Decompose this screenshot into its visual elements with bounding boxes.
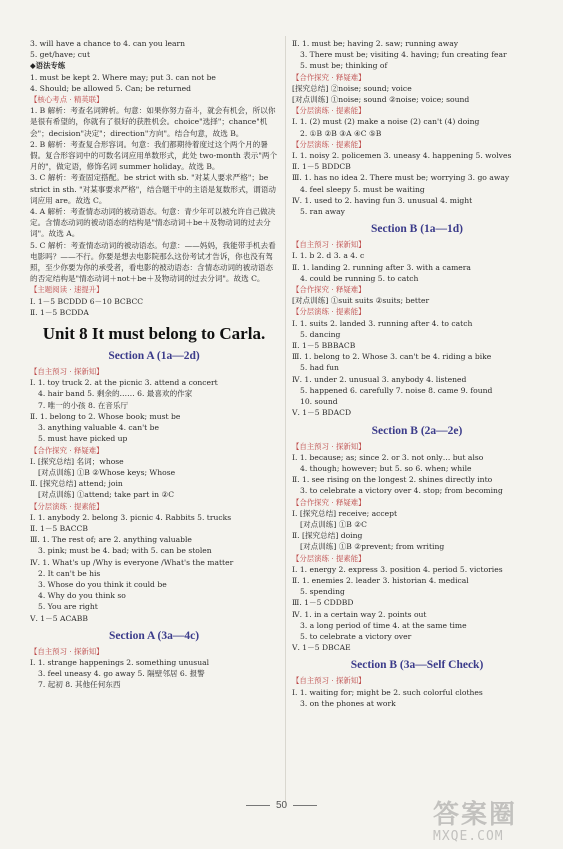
section-b-3a-self-check-answers [292,675,542,709]
answer-line: Ⅴ. 1－5 BDACD [292,408,352,418]
answer-line: 2. It can't be his [38,568,101,578]
answer-line: [探究总结] ②noise; sound; voice [292,83,412,93]
answer-line: Ⅱ. 1－5 BCDDA [30,307,89,317]
answer-line: 3. will have a chance to 4. can you learn [30,39,186,48]
answer-line: Ⅳ. 1. used to 2. having fun 3. unusual 4. might [292,195,473,205]
answer-line: Ⅰ. 1. noisy 2. policemen 3. uneasy 4. happening 5. wolves [292,151,512,161]
section-title-a-1a-2d: Section A (1a—2d) [108,350,200,363]
page-number: 50 [275,800,288,811]
watermark-logo [433,801,553,843]
unit-title: Unit 8 It must belong to Carla. [42,324,266,344]
explanation-paragraph: 5. C 解析：考查情态动词的被动语态。句意：——妈妈，我能带手机去看电影吗？——不行。你要是想去电影院那么这份考试才告诉，你也没有驾照，至少你要为你的承受者，看电影的被动语态：含情态动词的被动语态的否定结构是"情态动词＋not＋be＋及物动词的过去分词"。故选 C。 [30,240,276,284]
section-a-1a-2d-answers [30,366,278,624]
answer-line: 5. happened 6. carefully 7. noise 8. came 9. found [300,385,493,395]
footer-rule-right [293,805,317,806]
answer-line: Ⅳ. 1. under 2. unusual 3. anybody 4. listened [292,374,467,384]
answer-line: Ⅱ. 1－5 BBBACB [292,341,356,351]
section-subheader: 【自主预习 · 探新知】 [30,646,104,656]
explanation-paragraph: 4. A 解析：考查情态动词的被动语态。句意：青少年可以被允许自己做决定。含情态动词的被动语态的结构是"情态动词＋be＋及物动词的过去分词"。故选 A。 [30,207,276,239]
answer-line: 5. You are right [38,602,98,612]
column-divider [285,36,286,806]
section-subheader: 【分层演练 · 提素能】 [292,106,366,116]
left-column [30,38,278,691]
explanation-paragraph: 2. B 解析：考查复合形容词。句意：我们都期待着度过这个两个月的暑假。复合形容词中的可数名词应用单数形式，此处 two-month 表示"两个月的"，做定语，修饰名词 summer holiday。故选 B。 [30,139,278,172]
answer-line: Ⅰ. [探究总结] 名词；whose [30,456,124,466]
answer-line: 5. must have picked up [38,434,128,444]
answer-line: 3. pink; must be 4. bad; with 5. can be stolen [38,546,212,556]
answer-line: 4. could be running 5. to catch [300,273,419,283]
section-title-b-3a-self-check: Section B (3a—Self Check) [350,659,484,672]
answer-line: Ⅰ. 1. b 2. d 3. a 4. c [292,251,365,261]
answer-line: Ⅰ. 1. waiting for; might be 2. such colorful clothes [292,687,483,697]
section-subheader: 【主题阅读 · 速提升】 [30,285,104,295]
answer-line: Ⅱ. 1. enemies 2. leader 3. historian 4. medical [292,575,469,585]
answer-line: [对点训练] ①suit suits ②suits; better [292,296,430,306]
section-b-2a-2e-answers [292,441,542,654]
answer-line: Ⅱ. 1－5 BACCB [30,523,88,533]
answer-line: 4. feel sleepy 5. must be waiting [300,184,425,194]
answer-line: 3. feel uneasy 4. go away 5. 隔壁邻居 6. 报警 [38,669,205,679]
explanation-paragraph: 3. C 解析：考查固定搭配。be strict with sb. "对某人要求严格"；be strict in sth. "对某事要求严格"，结合题干中的主语是复数形式，谓语动词应用 are。故选 C。 [30,173,276,205]
answer-line: 4. though; however; but 5. so 6. when; while [300,463,472,473]
answer-line: 4. hair band 5. 剩余的…… 6. 最喜欢的作家 [38,389,193,399]
answer-line: [对点训练] ①attend; take part in ②C [38,490,175,500]
section-subheader: 【分层演练 · 提素能】 [30,501,104,511]
answer-line: 7. 唯一的小孩 8. 在音乐厅 [38,400,129,410]
answer-line: Ⅰ. 1. (2) must (2) make a noise (2) can't (4) doing [292,117,480,127]
answer-line: 5. ran away [300,207,345,217]
answer-line: Ⅰ. 1. suits 2. landed 3. running after 4. to catch [292,318,473,328]
left-top-block [30,38,278,318]
answer-line: Ⅳ. 1. What's up /Why is everyone /What's the matter [30,557,234,567]
answer-line: [对点训练] ①noise; sound ②noise; voice; sound [292,95,470,105]
answer-line: Ⅱ. [探究总结] doing [292,531,363,541]
answer-line: 3. There must be; visiting 4. having; fun creating fear [300,50,507,60]
answer-line: 4. Should; be allowed 5. Can; be returned [30,83,192,93]
answer-line: Ⅰ. 1. toy truck 2. at the picnic 3. attend a concert [30,378,218,388]
answer-line: 3. anything valuable 4. can't be [38,423,160,433]
answer-line: 5. spending [300,587,345,597]
answer-line: Ⅳ. 1. in a certain way 2. points out [292,609,427,619]
answer-line: Ⅲ. 1－5 CDDBD [292,598,354,608]
section-subheader: ◆语法专练 [30,61,66,71]
answer-line: Ⅰ. [探究总结] receive; accept [292,508,398,518]
answer-line: 1. must be kept 2. Where may; put 3. can not be [30,72,216,82]
section-b-1a-1d-answers [292,239,542,418]
section-subheader: 【自主预习 · 探新知】 [30,367,104,377]
answer-line: 5. get/have; cut [30,50,90,60]
section-subheader: 【合作探究 · 释疑难】 [30,445,104,455]
footer-rule-left [246,805,270,806]
answer-line: Ⅱ. 1－5 BDDCB [292,162,351,172]
answer-line: 4. Why do you think so [38,591,126,601]
section-title-b-2a-2e: Section B (2a—2e) [371,424,463,437]
answer-line: 5. dancing [300,329,341,339]
answer-line: Ⅰ. 1. because; as; since 2. or 3. not only… but also [292,452,484,462]
answer-line: [对点训练] ①B ②prevent; from writing [300,542,445,552]
section-subheader: 【分层演练 · 提素能】 [292,553,366,563]
explanation-paragraph: 1. B 解析：考查名词辨析。句意：如果你努力奋斗，就会有机会，所以你是很有希望的，你就有了很好的获胜机会。choice"选择"；chance"机会"；decision"决定"；direction"方向"。结合句意，故选 B。 [30,106,276,138]
section-title-b-1a-1d: Section B (1a—1d) [371,223,463,236]
section-subheader: 【核心考点 · 精英联】 [30,95,104,105]
section-subheader: 【自主预习 · 探新知】 [292,676,366,686]
answer-line: Ⅰ. 1. anybody 2. belong 3. picnic 4. Rabbits 5. trucks [30,512,232,522]
answer-line: 5. must be; thinking of [300,61,388,71]
answer-line: 3. on the phones at work [300,698,396,708]
answer-line: 10. sound [300,397,338,407]
answer-line: 3. a long period of time 4. at the same time [300,620,467,630]
answer-line: Ⅴ. 1－5 DBCAE [292,643,351,653]
right-column [292,38,542,709]
answer-line: Ⅱ. 1. must be; having 2. saw; running away [292,39,459,48]
answer-line: Ⅰ. 1. strange happenings 2. something unusual [30,657,210,667]
section-subheader: 【合作探究 · 释疑难】 [292,497,366,507]
answer-line: Ⅱ. 1. landing 2. running after 3. with a camera [292,262,471,272]
answer-line: 5. had fun [300,363,339,373]
answer-line: 5. to celebrate a victory over [300,631,412,641]
answer-line: 3. Whose do you think it could be [38,579,167,589]
section-subheader: 【自主预习 · 探新知】 [292,240,366,250]
section-a-3a-4c-answers [30,646,278,691]
answer-line: Ⅰ. 1－5 BCDDD 6－10 BCBCC [30,296,144,306]
right-top-block [292,38,542,217]
answer-line: 3. to celebrate a victory over 4. stop; from becoming [300,486,503,496]
answer-line: Ⅱ. 1. belong to 2. Whose book; must be [30,411,181,421]
answer-line: Ⅲ. 1. has no idea 2. There must be; worrying 3. go away [292,173,510,183]
answer-line: Ⅱ. [探究总结] attend; join [30,479,123,489]
answer-line: Ⅲ. 1. The rest of; are 2. anything valuable [30,535,192,545]
section-subheader: 【自主预习 · 探新知】 [292,441,366,451]
watermark-top-text: 答案圈 [433,800,518,830]
answer-line: [对点训练] ①B ②Whose keys; Whose [38,467,176,477]
answer-line: [对点训练] ①B ②C [300,519,367,529]
answer-line: Ⅱ. 1. see rising on the longest 2. shines directly into [292,475,493,485]
section-subheader: 【合作探究 · 释疑难】 [292,72,366,82]
watermark-bottom-text: MXQE.COM [433,829,504,844]
answer-line: Ⅰ. 1. energy 2. express 3. position 4. period 5. victories [292,564,503,574]
answer-line: Ⅲ. 1. belong to 2. Whose 3. can't be 4. riding a bike [292,352,492,362]
section-subheader: 【合作探究 · 释疑难】 [292,285,366,295]
answer-line: 2. ①B ②B ③A ④C ⑤B [300,128,382,138]
answer-line: Ⅴ. 1－5 ACABB [30,613,88,623]
answer-line: 7. 起初 8. 其他任何东西 [38,680,121,690]
section-subheader: 【分层演练 · 提素能】 [292,139,366,149]
section-subheader: 【分层演练 · 提素能】 [292,307,366,317]
section-title-a-3a-4c: Section A (3a—4c) [108,629,200,642]
